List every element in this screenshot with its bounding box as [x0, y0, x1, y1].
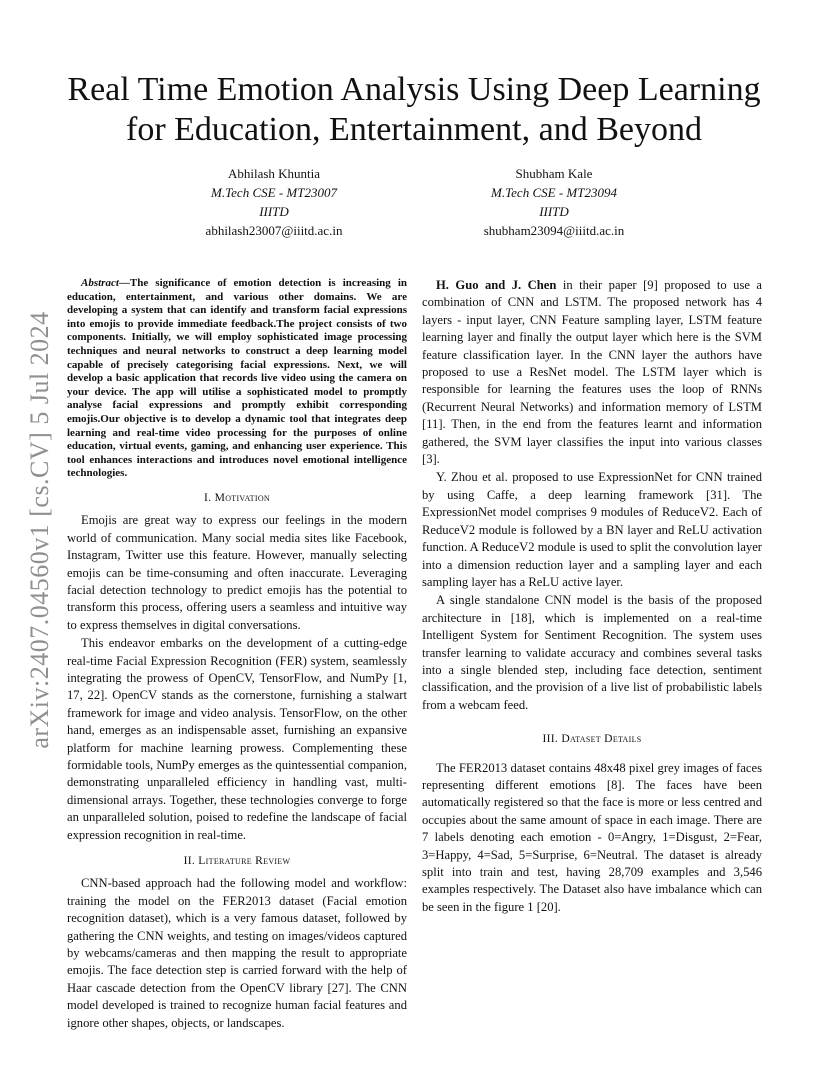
abstract [67, 277, 407, 481]
section-heading-dataset-details: III. Dataset Details [542, 732, 642, 746]
left-column [67, 277, 407, 1032]
author-block-2 [424, 164, 684, 240]
paragraph: A single standalone CNN model is the basis of the proposed architecture in [18], which is implemented on a real-time Intelligent System for Sentiment Recognition. The system uses transfer learning to validate accuracy and combines several tasks into a single blended step, including face detection, sentiment classification, and the provision of a live list of probabilistic labels from a webcam feed. [422, 593, 762, 712]
abstract-text: —The significance of emotion detection is increasing in education, entertainment, and various other domains. We are developing a system that can identify and transform facial expressions into emojis to provide immediate feedback.The project consists of two components. Initially, we will employ sophisticated image processing techniques and neural networks to construct a deep learning model capable of precisely categorising facial expressions. Next, we will develop a basic application that records live video using the camera on your device. The app will utilise a sophisticated model to promptly analyse facial expressions and promptly exhibit corresponding emojis.Our objective is to develop a dynamic tool that integrates deep learning and real-time video processing for the purposes of online education, virtual events, gaming, and enhancing user experience. This tool enhances interactions and introduces novel emotional intelligence technologies. [67, 277, 407, 480]
paper-title: Real Time Emotion Analysis Using Deep Learning for Education, Entertainment, and Beyond [67, 71, 761, 148]
section-heading-motivation: I. Motivation [204, 490, 270, 504]
paragraph-text: in their paper [9] proposed to use a combination of CNN and LSTM. The proposed network has 4 layers - input layer, CNN Feature sampling layer, LSTM feature learning layer and finally the output layer which here is the SVM feature classification layer. In the CNN layer the authors have proposed to use a ResNet model. The LSTM layer which is responsible for learning the features uses the loop of RNNs (Recurrent Neural Networks) and information memory of LSTM [11]. Then, in the end from the features learnt and information gathered, the SVM layer classifies the input into various classes [3]. [422, 278, 763, 467]
author-email: abhilash23007@iiitd.ac.in [205, 223, 343, 238]
author-email: shubham23094@iiitd.ac.in [483, 223, 625, 238]
arxiv-identifier-text: arXiv:2407.04560v1 [cs.CV] 5 Jul 2024 [25, 311, 54, 749]
paragraph: CNN-based approach had the following model and workflow: training the model on the FER2013 dataset (Facial emotion recognition dataset), which is a very famous dataset, followed by gathering the CNN weights, and testing on images/videos captured by webcams/cameras and then mapping the result to appropriate emojis. The face detection step is carried forward with the help of Haar cascade detection from the OpenCV library [27]. The CNN model developed is trained to recognize human facial features and ignore other shapes, objects, or landscapes. [67, 876, 407, 1030]
arxiv-identifier [20, 300, 60, 760]
cited-authors: H. Guo and J. Chen [436, 278, 557, 292]
abstract-label: Abstract [81, 277, 119, 289]
paragraph: The FER2013 dataset contains 48x48 pixel grey images of faces representing different emotions [8]. The faces have been automatically registered so that the face is more or less centred and occupies about the same amount of space in each image. There are 7 labels denoting each emotion - 0=Angry, 1=Disgust, 2=Fear, 3=Happy, 4=Sad, 5=Surprise, 6=Neutral. The dataset is already split into train and test, having 28,709 examples and 3,546 examples respectively. The Dataset also have imbalance which can be seen in the figure 1 [20]. [422, 760, 762, 914]
right-column [422, 277, 762, 916]
author-institute: IIITD [539, 204, 569, 219]
section-heading-literature-review: II. Literature Review [183, 854, 291, 868]
author-affiliation: M.Tech CSE - MT23007 [211, 185, 337, 200]
author-name: Abhilash Khuntia [227, 166, 321, 181]
paragraph [422, 277, 762, 468]
author-name: Shubham Kale [515, 166, 593, 181]
author-block-1 [144, 164, 404, 240]
paragraph: Emojis are great way to express our feelings in the modern world of communication. Many social media sites like Facebook, Instagram, Twitter use this feature. However, manually selecting emojis can be time-consuming and often inaccurate. Leveraging facial detection technology to predict emojis has the potential to transform this process, offering users a seamless and intuitive way to express themselves in digital conversations. [67, 513, 407, 632]
author-affiliation: M.Tech CSE - MT23094 [491, 185, 617, 200]
paragraph: This endeavor embarks on the development of a cutting-edge real-time Facial Expression Recognition (FER) system, seamlessly integrating the prowess of OpenCV, TensorFlow, and NumPy [1, 17, 22]. OpenCV stands as the cornerstone, furnishing a stalwart framework for image and video analysis. TensorFlow, on the other hand, emerges as an indispensable asset, furnishing an expansive platform for machine learning prowess. Complementing these formidable tools, NumPy emerges as the quintessential companion, demonstrating unparalleled efficiency in handling vast, multi-dimensional arrays. Together, these technologies converge to forge an unparalleled solution, poised to redefine the landscape of facial expression recognition in real-time. [67, 636, 407, 842]
paragraph: Y. Zhou et al. proposed to use ExpressionNet for CNN trained by using Caffe, a deep learning framework [31]. The ExpressionNet model comprises 9 modules of ReduceV2. Each of ReduceV2 module is followed by a BN layer and ReLU activation function. A ReduceV2 module is used to split the convolution layer into a dimension reduction layer and a sampling layer and each sampling layer has a ReLU active layer. [422, 470, 762, 589]
author-institute: IIITD [259, 204, 289, 219]
